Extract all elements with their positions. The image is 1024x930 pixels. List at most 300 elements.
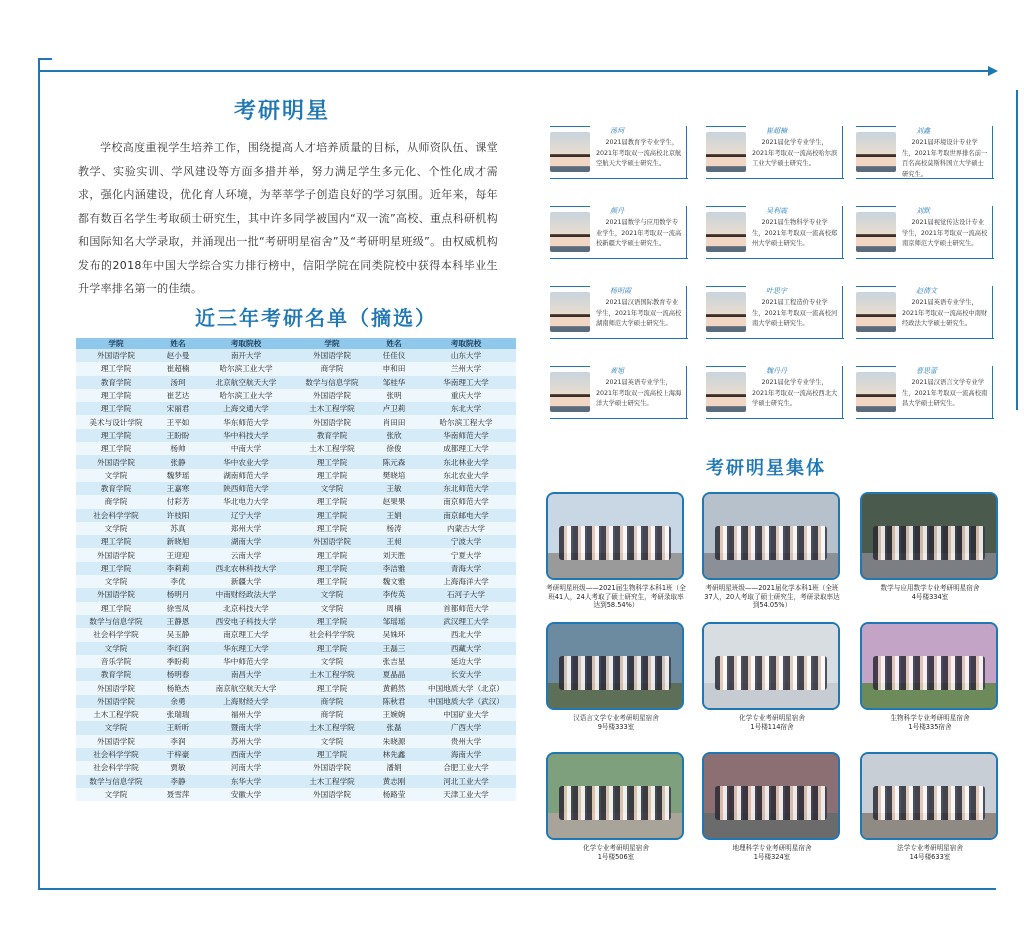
table-cell: 陕西师范大学 [200,482,292,495]
table-cell: 上海财经大学 [200,695,292,708]
table-row [76,642,516,655]
star-card [856,286,992,350]
admission-table [76,338,516,801]
table-cell: 杨艳杰 [156,681,200,694]
group-photo [702,492,840,580]
table-cell: 文学院 [292,655,372,668]
table-cell: 河北工业大学 [416,775,516,788]
frame-bottom-line [38,888,996,890]
table-cell: 理工学院 [76,429,156,442]
table-cell: 理工学院 [76,602,156,615]
card-border [686,286,687,338]
table-cell: 理工学院 [292,615,372,628]
table-cell: 商学院 [76,495,156,508]
card-border [706,178,844,179]
table-cell: 首都师范大学 [416,602,516,615]
card-border [856,418,994,419]
table-cell: 张吉星 [372,655,416,668]
table-cell: 卢卫莉 [372,402,416,415]
student-name: 刘鑫 [916,127,930,135]
student-photo [856,132,896,172]
table-cell: 辽宁大学 [200,509,292,522]
table-cell: 武汉理工大学 [416,615,516,628]
frame-right-line [1016,90,1018,410]
photo-people [559,656,672,690]
photo-people [715,526,828,560]
table-cell: 宁夏大学 [416,548,516,561]
table-row [76,602,516,615]
table-cell: 李洁雅 [372,562,416,575]
table-cell: 外国语学院 [76,455,156,468]
card-border [842,206,843,258]
table-row [76,628,516,641]
table-cell: 青海大学 [416,562,516,575]
table-cell: 南京航空航天大学 [200,681,292,694]
table-cell: 王昕昕 [156,721,200,734]
table-cell: 林先鑫 [372,748,416,761]
star-card [550,126,686,190]
card-border [842,286,843,338]
table-cell: 中国地质大学（武汉） [416,695,516,708]
table-cell: 土木工程学院 [292,668,372,681]
table-cell: 理工学院 [292,469,372,482]
table-cell: 外国语学院 [76,735,156,748]
table-cell: 外国语学院 [292,761,372,774]
table-cell: 理工学院 [76,362,156,375]
card-border [856,178,994,179]
col-header-school-2: 考取院校 [416,338,516,349]
list-title: 近三年考研名单（摘选） [195,306,437,330]
group-photo-item [702,622,842,731]
table-cell: 西北大学 [416,628,516,641]
table-row [76,442,516,455]
table-cell: 外国语学院 [292,349,372,362]
table-cell: 华东理工大学 [200,642,292,655]
card-border [550,418,688,419]
table-cell: 社会科学学院 [292,628,372,641]
star-card [550,366,686,430]
table-cell: 商学院 [292,708,372,721]
table-cell: 理工学院 [292,509,372,522]
star-card [550,206,686,270]
table-cell: 外国语学院 [76,548,156,561]
table-cell: 理工学院 [76,562,156,575]
col-header-name-2: 姓名 [372,338,416,349]
card-border [550,286,590,287]
table-cell: 哈尔滨工程大学 [416,415,516,428]
table-cell: 华南师范大学 [416,429,516,442]
group-photo-caption: 汉语言文学专业考研明星宿舍 9号楼333室 [573,714,659,731]
card-border [856,286,896,287]
group-photo-caption: 生物科学专业考研明星宿舍 1号楼335宿舍 [890,714,970,731]
photo-people [715,656,828,690]
card-border [856,366,896,367]
table-cell: 南京邮电大学 [416,509,516,522]
table-row [76,482,516,495]
table-cell: 华北电力大学 [200,495,292,508]
group-photo-item [860,622,1000,731]
table-cell: 暨南大学 [200,721,292,734]
table-row [76,495,516,508]
table-cell: 杨涛 [372,522,416,535]
table-cell: 夏晶晶 [372,668,416,681]
table-cell: 许枝阳 [156,509,200,522]
star-card [706,286,842,350]
table-cell: 教育学院 [76,482,156,495]
table-cell: 哈尔滨工业大学 [200,389,292,402]
table-cell: 西南大学 [200,748,292,761]
table-cell: 刘天胜 [372,548,416,561]
group-photo [546,492,684,580]
table-cell: 哈尔滨工业大学 [200,362,292,375]
student-name: 黄旭 [610,367,624,375]
group-photo [546,622,684,710]
card-border [706,258,844,259]
table-cell: 内蒙古大学 [416,522,516,535]
table-cell: 教育学院 [292,429,372,442]
table-cell: 苏真 [156,522,200,535]
card-border [992,126,993,178]
photo-people [873,656,986,690]
table-cell: 理工学院 [292,562,372,575]
card-border [550,258,688,259]
table-cell: 杨帅 [156,442,200,455]
card-border [550,178,688,179]
table-cell: 崔超楠 [156,362,200,375]
table-cell: 外国语学院 [76,349,156,362]
table-cell: 东北农业大学 [416,469,516,482]
table-cell: 文学院 [292,588,372,601]
student-description: 2021届汉语言文学专业学生，2021年考取双一流高校南昌大学硕士研究生。 [902,379,988,407]
table-cell: 山东大学 [416,349,516,362]
table-cell: 外国语学院 [76,588,156,601]
table-cell: 合肥工业大学 [416,761,516,774]
student-photo [856,212,896,252]
table-cell: 外国语学院 [76,681,156,694]
table-cell: 朱晓源 [372,735,416,748]
table-cell: 华中科技大学 [200,429,292,442]
table-cell: 广西大学 [416,721,516,734]
table-row [76,362,516,375]
table-cell: 文学院 [76,469,156,482]
student-description: 2021届汉语国际教育专业学生，2021年考取双一流高校湖南师范大学硕士研究生。 [596,299,682,327]
frame-left-line [38,58,40,890]
table-row [76,775,516,788]
table-cell: 张瑞瑞 [156,708,200,721]
table-row [76,548,516,561]
table-cell: 土木工程学院 [292,442,372,455]
table-cell: 南京师范大学 [416,495,516,508]
star-card [856,126,992,190]
table-row [76,695,516,708]
table-row [76,429,516,442]
card-border [550,366,590,367]
table-cell: 理工学院 [76,402,156,415]
table-cell: 东北师范大学 [416,482,516,495]
table-row [76,389,516,402]
table-cell: 新晓旭 [156,535,200,548]
table-cell: 徐俊 [372,442,416,455]
table-cell: 吴玉静 [156,628,200,641]
table-cell: 魏文雅 [372,575,416,588]
table-row [76,402,516,415]
col-header-college-1: 学院 [76,338,156,349]
frame-corner [38,58,52,60]
table-row [76,761,516,774]
table-cell: 李优 [156,575,200,588]
table-cell: 张明 [372,389,416,402]
table-cell: 宋丽君 [156,402,200,415]
table-cell: 李传英 [372,588,416,601]
table-cell: 重庆大学 [416,389,516,402]
table-cell: 潘娟 [372,761,416,774]
table-row [76,668,516,681]
group-photo [860,752,998,840]
table-cell: 理工学院 [76,535,156,548]
table-cell: 理工学院 [292,522,372,535]
card-border [706,366,746,367]
student-description: 2021届英语专业学生，2021年考取双一流高校上海海洋大学硕士研究生。 [596,379,682,407]
table-cell: 杨路莹 [372,788,416,801]
table-body [76,349,516,801]
table-cell: 外国语学院 [292,535,372,548]
student-description: 2021届数学与应用数学专业学生，2021年考取双一流高校新疆大学硕士研究生。 [596,219,682,247]
table-cell: 赵果果 [372,495,416,508]
table-cell: 李莉莉 [156,562,200,575]
table-cell: 社会科学学院 [76,509,156,522]
student-name: 叶思宇 [766,287,787,295]
table-cell: 贵州大学 [416,735,516,748]
table-cell: 王嘉寒 [156,482,200,495]
table-cell: 樊晓培 [372,469,416,482]
table-cell: 任佳仪 [372,349,416,362]
card-border [686,366,687,418]
student-name: 刘默 [916,207,930,215]
group-photo [702,752,840,840]
table-cell: 东北林业大学 [416,455,516,468]
table-cell: 黄志刚 [372,775,416,788]
table-cell: 兰州大学 [416,362,516,375]
table-cell: 张磊 [372,721,416,734]
table-row [76,721,516,734]
table-cell: 徐雪凤 [156,602,200,615]
table-cell: 王昶 [372,535,416,548]
table-cell: 数学与信息学院 [76,775,156,788]
col-header-school-1: 考取院校 [200,338,292,349]
table-cell: 文学院 [76,522,156,535]
table-cell: 张欣 [372,429,416,442]
student-name: 颜丹 [610,207,624,215]
table-cell: 付彩芳 [156,495,200,508]
card-border [856,338,994,339]
table-cell: 西北农林科技大学 [200,562,292,575]
student-name: 吴利震 [766,207,787,215]
table-row [76,735,516,748]
student-description: 2021届教育学专业学生，2021年考取双一流高校北京航空航天大学硕士研究生。 [596,139,682,167]
table-cell: 魏梦瑶 [156,469,200,482]
table-cell: 湖南师范大学 [200,469,292,482]
table-row [76,788,516,801]
group-photo-item [702,492,842,610]
table-cell: 邹桂华 [372,376,416,389]
table-cell: 宁波大学 [416,535,516,548]
table-cell: 土木工程学院 [292,721,372,734]
table-cell: 东北大学 [416,402,516,415]
student-photo [550,132,590,172]
card-border [706,126,746,127]
table-cell: 文学院 [76,788,156,801]
student-photo [550,292,590,332]
card-border [550,338,688,339]
table-cell: 西安电子科技大学 [200,615,292,628]
group-title: 考研明星集体 [706,458,826,479]
table-cell: 华南理工大学 [416,376,516,389]
group-photo-item [546,622,686,731]
table-cell: 商学院 [292,362,372,375]
student-name: 汤珂 [610,127,624,135]
table-row [76,575,516,588]
table-row [76,522,516,535]
table-cell: 理工学院 [292,748,372,761]
table-cell: 外国语学院 [292,415,372,428]
card-border [992,286,993,338]
table-cell: 理工学院 [292,455,372,468]
table-row [76,349,516,362]
table-cell: 汤珂 [156,376,200,389]
student-description: 2021届视觉传达设计专业学生，2021年考取双一流高校南京师范大学硕士研究生。 [902,219,988,247]
table-cell: 王敏 [372,482,416,495]
table-cell: 天津工业大学 [416,788,516,801]
table-cell: 中南大学 [200,442,292,455]
table-cell: 土木工程学院 [292,402,372,415]
card-border [550,126,590,127]
col-header-name-1: 姓名 [156,338,200,349]
table-cell: 社会科学学院 [76,748,156,761]
table-cell: 王静恩 [156,615,200,628]
table-cell: 李红润 [156,642,200,655]
card-border [550,206,590,207]
table-cell: 理工学院 [292,548,372,561]
table-cell: 李静 [156,775,200,788]
group-photo-caption: 数学与应用数学专业考研明星宿舍 4号楼334室 [880,584,980,601]
group-photo-caption: 法学专业考研明星宿舍 14号楼633室 [897,844,963,861]
group-photo [702,622,840,710]
table-row [76,655,516,668]
table-cell: 土木工程学院 [76,708,156,721]
intro-paragraph: 学校高度重视学生培养工作，围绕提高人才培养质量的目标，从师资队伍、课堂教学、实验实训、学风建设等方面多措并举，努力满足学生多元化、个性化成才需求，强化内涵建设，优化育人环境，为莘莘学子创造良好的学习氛围。近年来，每年都有数百名学生考取硕士研究生，其中许多同学被国内“双一流”高校、重点科研机构和国际知名大学录取，并涌现出一批“考研明星宿舍”及“考研明星班级”。由权威机构发布的2018年中国大学综合实力排行榜中，信阳学院在同类院校中获得本科毕业生升学率排名第一的佳绩。 [78,141,498,295]
table-cell: 社会科学学院 [76,761,156,774]
star-card [706,366,842,430]
table-cell: 赵小曼 [156,349,200,362]
group-photo-item [702,752,842,861]
table-cell: 聂雪萍 [156,788,200,801]
photo-people [559,526,672,560]
table-cell: 华中农业大学 [200,455,292,468]
table-cell: 福州大学 [200,708,292,721]
frame-top-line [38,70,993,72]
table-cell: 安徽大学 [200,788,292,801]
table-cell: 北京科技大学 [200,602,292,615]
col-header-college-2: 学院 [292,338,372,349]
group-photo-caption: 化学专业考研明星宿舍 1号楼114宿舍 [739,714,805,731]
table-cell: 邹瑶瑶 [372,615,416,628]
table-cell: 文学院 [76,721,156,734]
card-border [856,126,896,127]
table-row [76,509,516,522]
table-header-row [76,338,516,349]
group-photo-caption: 考研明星班级——2021届生物科学本科1班（全班41人，24人考取了硕士研究生，考研录取率达到58.54%） [546,584,686,609]
card-border [686,206,687,258]
table-cell: 外国语学院 [292,389,372,402]
table-cell: 张静 [156,455,200,468]
table-cell: 石河子大学 [416,588,516,601]
card-border [842,126,843,178]
table-cell: 黄鹤然 [372,681,416,694]
table-cell: 华东师范大学 [200,415,292,428]
table-row [76,562,516,575]
table-cell: 延边大学 [416,655,516,668]
table-cell: 社会科学学院 [76,628,156,641]
student-description: 2021届生物科学专业学生，2021年考取双一流高校郑州大学硕士研究生。 [752,219,838,247]
group-photo [860,622,998,710]
group-photo-item [860,752,1000,861]
table-row [76,588,516,601]
student-photo [706,132,746,172]
student-name: 魏丹丹 [766,367,787,375]
card-border [706,418,844,419]
table-cell: 理工学院 [292,642,372,655]
table-row [76,708,516,721]
card-border [706,286,746,287]
table-cell: 王迎迎 [156,548,200,561]
table-cell: 南开大学 [200,349,292,362]
star-card [706,126,842,190]
table-cell: 土木工程学院 [292,775,372,788]
table-cell: 南京理工大学 [200,628,292,641]
star-card [856,206,992,270]
table-cell: 河南大学 [200,761,292,774]
table-cell: 苏州大学 [200,735,292,748]
table-cell: 中国矿业大学 [416,708,516,721]
table-cell: 文学院 [76,575,156,588]
table-cell: 理工学院 [292,575,372,588]
table-cell: 中国地质大学（北京） [416,681,516,694]
table-row [76,748,516,761]
table-cell: 季盼莉 [156,655,200,668]
student-description: 2021届环境设计专业学生，2021年考取世界排名前一百名高校莫斯科国立大学硕士研究生。 [902,139,988,178]
table-cell: 陈秋君 [372,695,416,708]
table-cell: 理工学院 [292,495,372,508]
student-description: 2021届英语专业学生，2021年考取双一流高校中南财经政法大学硕士研究生。 [902,299,988,327]
table-row [76,469,516,482]
table-cell: 音乐学院 [76,655,156,668]
table-cell: 长安大学 [416,668,516,681]
photo-people [873,786,986,820]
table-cell: 王婉婉 [372,708,416,721]
table-cell: 数学与信息学院 [292,376,372,389]
table-cell: 文学院 [292,482,372,495]
student-photo [856,292,896,332]
table-cell: 东华大学 [200,775,292,788]
student-photo [550,212,590,252]
card-border [992,366,993,418]
table-cell: 肖田田 [372,415,416,428]
table-cell: 商学院 [292,695,372,708]
table-cell: 南昌大学 [200,668,292,681]
table-row [76,615,516,628]
table-cell: 成都理工大学 [416,442,516,455]
student-name: 赵倩文 [916,287,937,295]
